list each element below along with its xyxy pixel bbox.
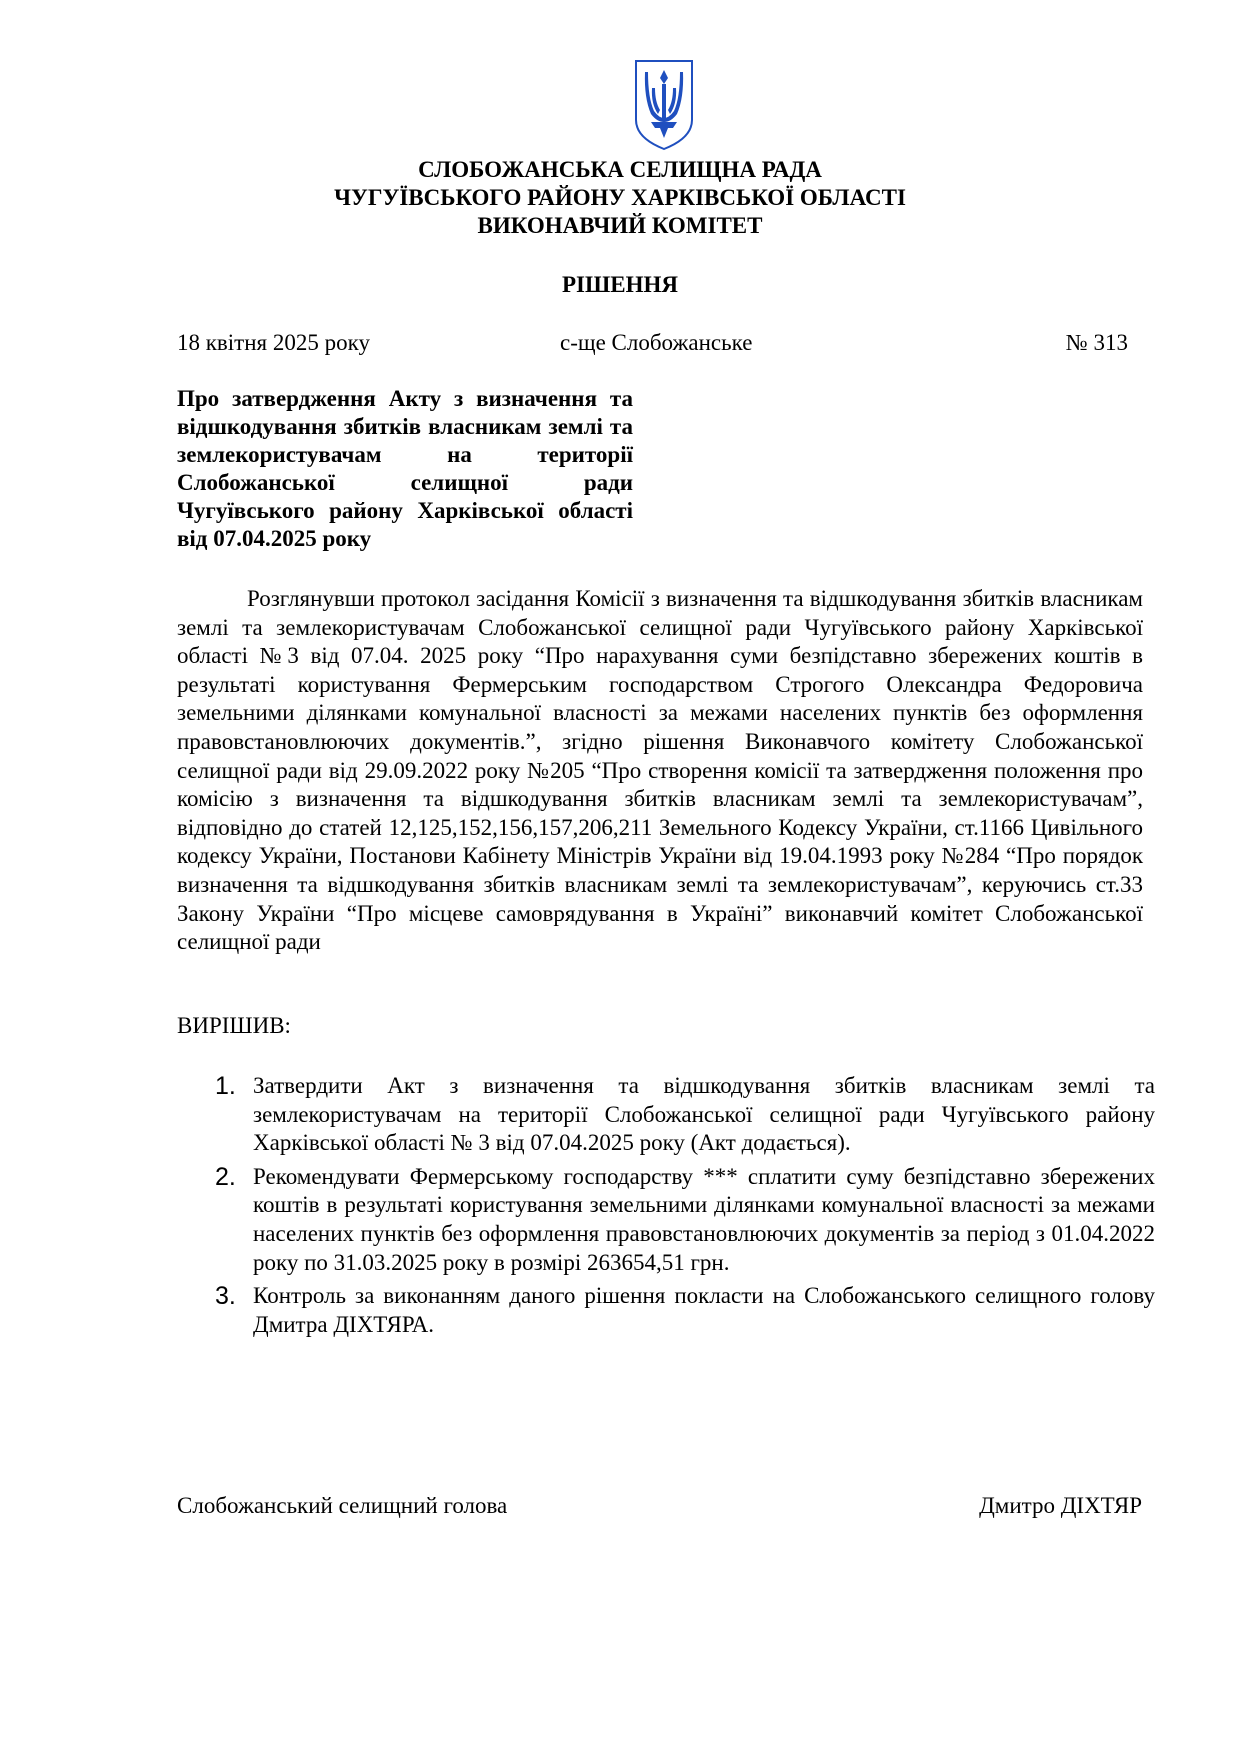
item-number: 2.	[215, 1162, 236, 1191]
header-line-committee: ВИКОНАВЧИЙ КОМІТЕТ	[477, 213, 763, 238]
preamble-paragraph: Розглянувши протокол засідання Комісії з визначення та відшкодування збитків власникам землі та землекористувачам Слобожанської селищної ради Чугуївського району Харківської області №3 від 07.04. 2025 року “Про нарахування суми безпідставно збережених коштів в результаті користування Фермерським господарством Строгого Олександра Федоровича земельними ділянками комунальної власності за межами населених пунктів без оформлення правовстановлюючих документів.”, згідно рішення Виконавчого комітету Слобожанської селищної ради від 29.09.2022 року №205 “Про створення комісії та затвердження положення про комісію з визначення та відшкодування збитків власникам землі та землекористувачам”, відповідно до статей 12,125,152,156,157,206,211 Земельного Кодексу України, ст.1166 Цивільного кодексу України, Постанови Кабінету Міністрів України від 19.04.1993 року №284 “Про порядок визначення та відшкодування збитків власникам землі та землекористувачам”, керуючись ст.33 Закону України “Про місцеве самоврядування в Україні” виконавчий комітет Слобожанської селищної ради	[177, 586, 1143, 955]
tryzub-coat-of-arms-icon	[633, 58, 695, 152]
organization-header	[0, 156, 1240, 240]
item-number: 1.	[215, 1072, 236, 1100]
item-text: Затвердити Акт з визначення та відшкодування збитків власникам землі та землекористувачам на території Слобожанської селищної ради Чугуївського району Харківської області № 3 від 07.04.2025 року (Акт додається).	[253, 1073, 1155, 1156]
signatory-name: Дмитро ДІХТЯР	[979, 1493, 1142, 1518]
signatory-position: Слобожанський селищний голова	[177, 1493, 508, 1518]
decision-item	[205, 1072, 1155, 1158]
decision-number: № 313	[1065, 330, 1128, 355]
decision-place: с-ще Слобожанське	[560, 330, 753, 355]
item-text: Контроль за виконанням даного рішення покласти на Слобожанського селищного голову Дмитра ДІХТЯРА.	[253, 1283, 1155, 1337]
decision-items-list	[205, 1072, 1155, 1344]
decision-subject: Про затвердження Акту з визначення та відшкодування збитків власникам землі та землекористувачам на території Слобожанської селищної ради Чугуївського району Харківської області від 07.04.2025 року	[177, 386, 633, 551]
document-title: РІШЕННЯ	[562, 272, 678, 297]
header-line-district: ЧУГУЇВСЬКОГО РАЙОНУ ХАРКІВСЬКОЇ ОБЛАСТІ	[334, 185, 906, 210]
decided-label: ВИРІШИВ:	[177, 1013, 291, 1038]
header-line-council: СЛОБОЖАНСЬКА СЕЛИЩНА РАДА	[418, 157, 822, 182]
item-text: Рекомендувати Фермерському господарству *** сплатити суму безпідставно збережених коштів в результаті користування земельними ділянками комунальної власності за межами населених пунктів без оформлення правовстановлюючих документів за період з 01.04.2022 року по 31.03.2025 року в розмірі 263654,51 грн.	[253, 1163, 1155, 1275]
decision-item	[205, 1163, 1155, 1277]
decision-date: 18 квітня 2025 року	[177, 330, 370, 355]
decision-item	[205, 1282, 1155, 1339]
item-number: 3.	[215, 1282, 236, 1311]
